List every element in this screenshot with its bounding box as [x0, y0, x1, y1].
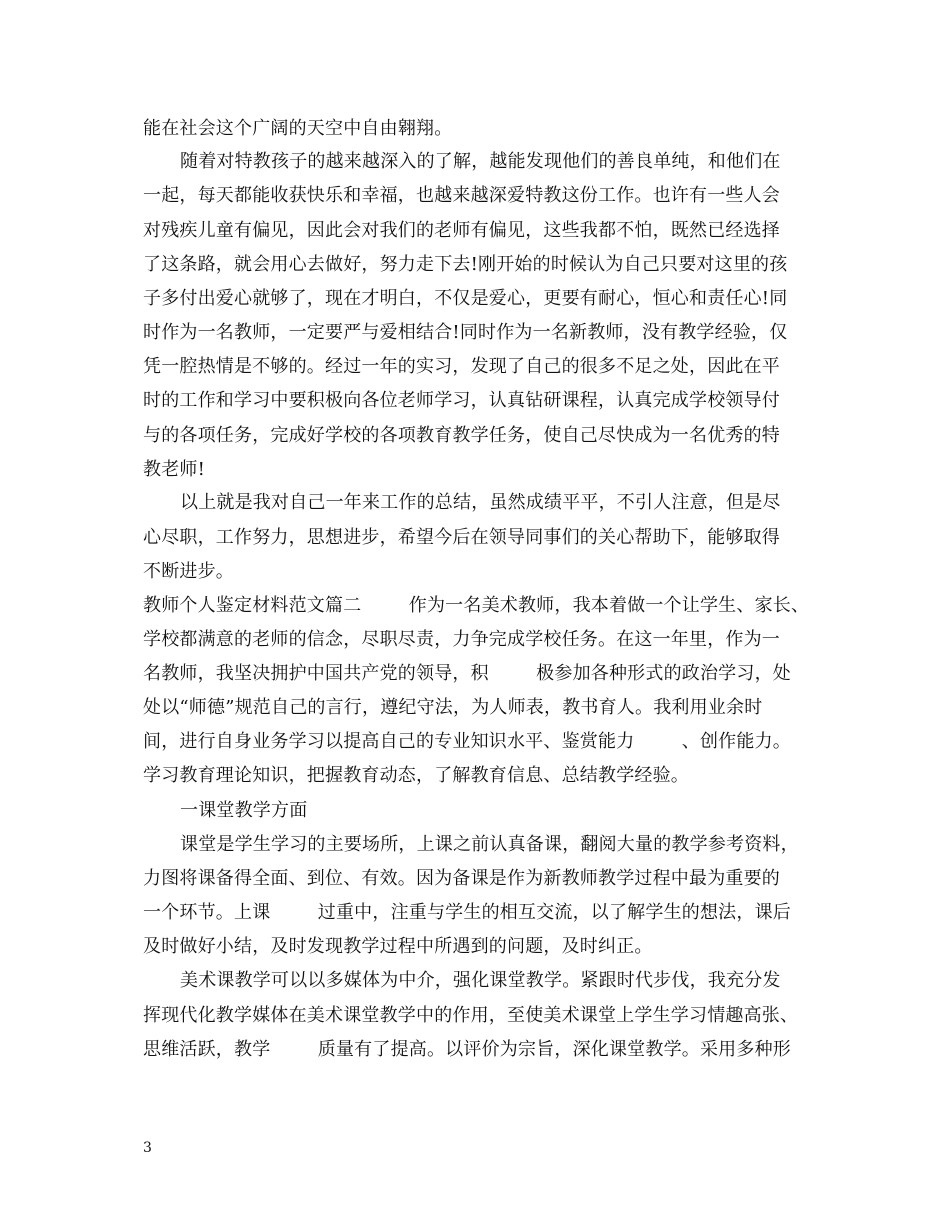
text-line: 时作为一名教师，一定要严与爱相结合!同时作为一名新教师，没有教学经验，仅: [143, 322, 788, 343]
text-line: 对残疾儿童有偏见，因此会对我们的老师有偏见，这些我都不怕，既然已经选择: [143, 220, 780, 241]
text-line: 与的各项任务，完成好学校的各项教育教学任务，使自己尽快成为一名优秀的特: [143, 425, 780, 446]
text-line: 课堂是学生学习的主要场所，上课之前认真备课，翻阅大量的教学参考资料，: [180, 834, 799, 855]
text-line: 名教师，我坚决拥护中国共产党的领导，积 极参加各种形式的政治学习，处: [143, 663, 791, 684]
text-line: 一起，每天都能收获快乐和幸福，也越来越深爱特教这份工作。也许有一些人会: [143, 185, 780, 206]
text-line: 子多付出爱心就够了，现在才明白，不仅是爱心，更要有耐心，恒心和责任心!同: [143, 288, 788, 309]
text-line: 了这条路，就会用心去做好，努力走下去!刚开始的时候认为自己只要对这里的孩: [143, 254, 788, 275]
text-line: 不断进步。: [143, 561, 234, 582]
text-line: 学校都满意的老师的信念，尽职尽责，力争完成学校任务。在这一年里，作为一: [143, 629, 780, 650]
text-line: 能在社会这个广阔的天空中自由翱翔。: [143, 118, 453, 139]
text-line: 随着对特教孩子的越来越深入的了解，越能发现他们的善良单纯，和他们在: [180, 151, 781, 172]
text-line: 心尽职，工作努力，思想进步，希望今后在领导同事们的关心帮助下，能够取得: [143, 527, 780, 548]
text-line: 一个环节。上课 过重中，注重与学生的相互交流，以了解学生的想法，课后: [143, 902, 791, 923]
text-line: 美术课教学可以以多媒体为中介，强化课堂教学。紧跟时代步伐，我充分发: [180, 970, 781, 991]
text-line: 挥现代化教学媒体在美术课堂教学中的作用，至使美术课堂上学生学习情趣高张、: [143, 1005, 799, 1026]
text-line: 间，进行自身业务学习以提高自己的专业知识水平、鉴赏能力 、创作能力。: [143, 731, 791, 752]
text-line: 以上就是我对自己一年来工作的总结，虽然成绩平平，不引人注意，但是尽: [180, 492, 781, 513]
text-line: 力图将课备得全面、到位、有效。因为备课是作为新教师教学过程中最为重要的: [143, 868, 780, 889]
text-line: 及时做好小结，及时发现教学过程中所遇到的问题，及时纠正。: [143, 936, 653, 957]
page-number: 3: [143, 1140, 152, 1156]
text-line: 学习教育理论知识，把握教育动态，了解教育信息、总结教学经验。: [143, 765, 689, 786]
text-line: 教老师!: [143, 459, 206, 480]
text-line: 凭一腔热情是不够的。经过一年的实习，发现了自己的很多不足之处，因此在平: [143, 356, 780, 377]
text-line: 处以“师德”规范自己的言行，遵纪守法，为人师表，教书育人。我利用业余时: [143, 697, 763, 718]
text-line: 思维活跃，教学 质量有了提高。以评价为宗旨，深化课堂教学。采用多种形: [143, 1039, 791, 1060]
text-line: 时的工作和学习中要积极向各位老师学习，认真钻研课程，认真完成学校领导付: [143, 390, 780, 411]
text-line: 一课堂教学方面: [180, 800, 308, 821]
text-line: 教师个人鉴定材料范文篇二 作为一名美术教师，我本着做一个让学生、家长、: [143, 595, 810, 616]
